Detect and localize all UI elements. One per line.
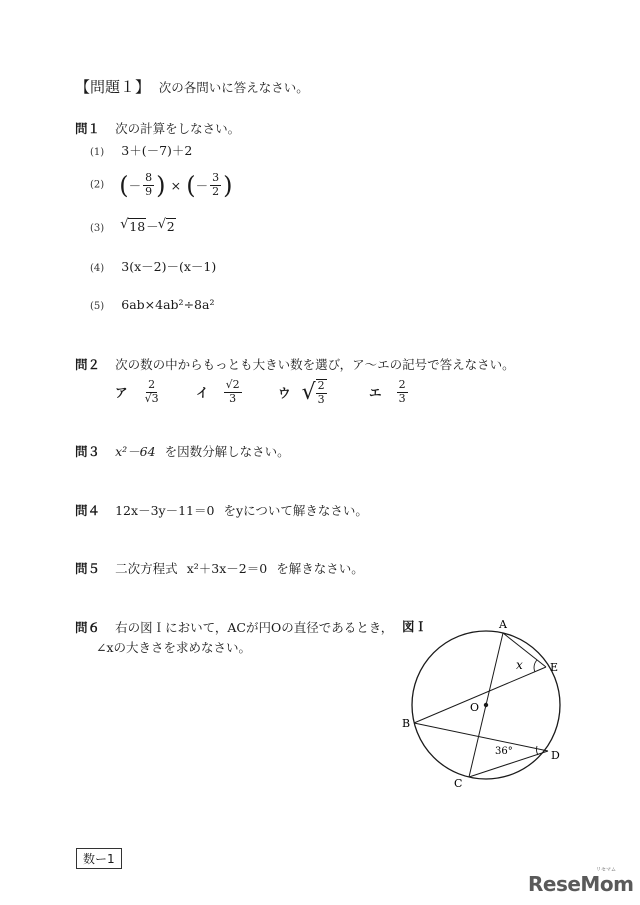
question-3	[75, 441, 290, 460]
q1-item-2: (2) (－ $\frac{8}{9}$ ) × (－ $\frac{3}{2}$ )	[90, 171, 233, 200]
angle-x-arc	[534, 660, 537, 672]
q1-item-5	[90, 294, 214, 313]
question-6-line-1	[75, 617, 393, 636]
circle-figure	[390, 615, 590, 795]
radical-18: √ 18	[121, 218, 146, 234]
question-4-label: 問４	[75, 503, 101, 518]
choice-u: ウ √ $\frac{2}{3}$	[278, 379, 325, 406]
choice-i	[196, 379, 244, 405]
question-3-expression: x²－64	[115, 444, 156, 459]
choice-i-fraction: $\frac{√2}{3}$	[225, 378, 240, 405]
q1-item-5-number: (5)	[90, 301, 105, 312]
label-b: B	[402, 717, 411, 730]
choice-e-letter: エ	[369, 385, 382, 401]
label-d: D	[551, 749, 560, 762]
question-1-label: 問１	[75, 121, 101, 136]
q1-item-4	[90, 256, 216, 275]
q1-item-1-expression: 3＋(－7)＋2	[121, 143, 193, 158]
q1-item-1	[90, 140, 192, 159]
question-5-text: を解きなさい。	[276, 561, 364, 576]
question-1-header	[75, 118, 240, 137]
question-6-label: 問６	[75, 620, 101, 635]
q1-item-4-number: (4)	[90, 263, 105, 274]
question-3-label: 問３	[75, 444, 101, 459]
choice-u-fraction: $\frac{2}{3}$	[317, 379, 325, 406]
resemom-logo-sub: リセマム	[596, 867, 616, 873]
q1-item-2-number: (2)	[90, 179, 105, 191]
fraction-a: $\frac{8}{9}$	[145, 171, 153, 198]
choice-u-letter: ウ	[278, 385, 291, 401]
label-angle-36: 36°	[495, 746, 513, 757]
label-a: A	[499, 618, 507, 631]
label-o: O	[470, 701, 480, 714]
label-e: E	[550, 661, 559, 674]
line-ae	[503, 633, 546, 667]
choice-i-letter: イ	[196, 385, 209, 401]
question-4-text: をyについて解きなさい。	[223, 503, 368, 518]
problem-title	[75, 76, 309, 97]
times-sign: ×	[170, 177, 182, 193]
problem-instruction: 次の各問いに答えなさい。	[158, 80, 309, 95]
choice-a-fraction: $\frac{2}{√3}$	[144, 378, 159, 405]
question-6-text-2: ∠xの大きさを求めなさい。	[96, 640, 252, 655]
question-5-prefix: 二次方程式	[115, 561, 178, 576]
question-2-label: 問２	[75, 357, 101, 372]
question-3-text: を因数分解しなさい。	[164, 444, 290, 459]
label-angle-x: x	[516, 658, 523, 672]
q1-item-4-expression: 3(x－2)－(x－1)	[121, 259, 217, 274]
problem-number: 【問題１】	[75, 78, 151, 96]
question-1-text: 次の計算をしなさい。	[115, 121, 241, 136]
question-4-expression: 12x－3y－11＝0	[115, 503, 215, 518]
choice-e-fraction: $\frac{2}{3}$	[398, 378, 406, 405]
q1-item-5-expression: 6ab×4ab²÷8a²	[121, 297, 215, 312]
label-c: C	[454, 777, 463, 790]
q1-item-3-number: (3)	[90, 223, 105, 234]
choice-e	[369, 379, 410, 405]
figure-title: 図Ｉ	[402, 619, 428, 634]
center-point	[484, 703, 488, 707]
resemom-logo: ReseMom	[528, 872, 634, 896]
angle-36-arc	[536, 746, 538, 755]
choice-a-letter: ア	[115, 385, 128, 401]
q1-item-3: (3) √ 18－√ 2	[90, 216, 176, 235]
question-4	[75, 500, 368, 519]
question-5	[75, 558, 364, 577]
question-5-expression: x²＋3x－2＝0	[186, 561, 268, 576]
q1-item-1-number: (1)	[90, 147, 105, 158]
page-label: 数ー1	[76, 848, 122, 869]
choice-a	[115, 379, 163, 405]
question-2-header	[75, 354, 515, 373]
question-2-text: 次の数の中からもっとも大きい数を選び，ア～エの記号で答えなさい。	[115, 357, 515, 372]
line-be	[414, 667, 546, 723]
fraction-b: $\frac{3}{2}$	[212, 171, 220, 198]
radical-2: √ 2	[159, 218, 176, 234]
question-5-label: 問５	[75, 561, 101, 576]
question-6-text-1: 右の図Ｉにおいて，ACが円Oの直径であるとき，	[115, 620, 394, 635]
